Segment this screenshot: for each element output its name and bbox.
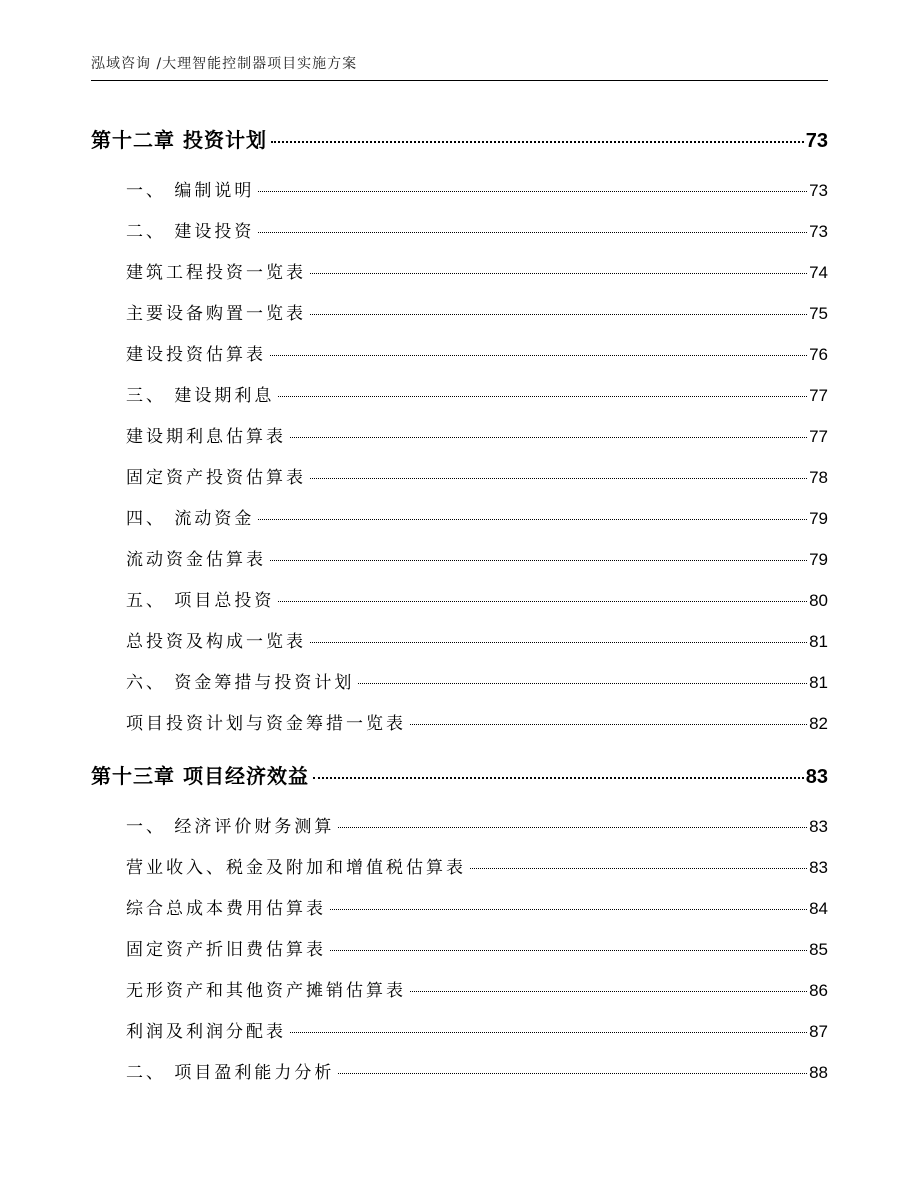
toc-entry-title: 主要设备购置一览表	[126, 304, 306, 324]
toc-section-entry[interactable]	[126, 545, 828, 570]
toc-dot-leader	[358, 683, 807, 684]
toc-entry-title: 无形资产和其他资产摊销估算表	[126, 981, 406, 1001]
toc-section-entry[interactable]	[126, 1017, 828, 1042]
toc-dot-leader	[310, 314, 807, 315]
toc-dot-leader	[290, 1032, 807, 1033]
toc-dot-leader	[470, 868, 807, 869]
toc-entry-title: 五、 项目总投资	[126, 591, 275, 611]
toc-entry-title: 六、 资金筹措与投资计划	[126, 673, 355, 693]
toc-dot-leader	[338, 1073, 807, 1074]
toc-page-number: 75	[809, 304, 828, 323]
toc-page-number: 81	[809, 632, 828, 651]
toc-dot-leader	[290, 437, 807, 438]
toc-entry-title: 一、 经济评价财务测算	[126, 817, 335, 837]
toc-dot-leader	[338, 827, 807, 828]
toc-dot-leader	[278, 396, 807, 397]
toc-dot-leader	[313, 777, 804, 779]
toc-section-entry[interactable]	[126, 935, 828, 960]
toc-page-number: 80	[809, 591, 828, 610]
toc-entry-title: 二、 项目盈利能力分析	[126, 1063, 335, 1083]
toc-page-number: 87	[809, 1022, 828, 1041]
toc-page-number: 77	[809, 427, 828, 446]
toc-entry-title: 建设投资估算表	[126, 345, 266, 365]
toc-dot-leader	[330, 950, 807, 951]
running-header: 泓域咨询 /大理智能控制器项目实施方案	[91, 56, 358, 72]
toc-dot-leader	[310, 642, 807, 643]
toc-page-number: 84	[809, 899, 828, 918]
toc-section-entry[interactable]	[126, 1058, 828, 1083]
toc-entry-title: 三、 建设期利息	[126, 386, 275, 406]
toc-dot-leader	[270, 355, 807, 356]
toc-section-entry[interactable]	[126, 381, 828, 406]
toc-entry-title: 第十三章 项目经济效益	[91, 764, 309, 788]
toc-entry-title: 项目投资计划与资金筹措一览表	[126, 714, 406, 734]
toc-entry-title: 建筑工程投资一览表	[126, 263, 306, 283]
toc-page-number: 73	[805, 130, 828, 152]
toc-section-entry[interactable]	[126, 812, 828, 837]
toc-page-number: 86	[809, 981, 828, 1000]
toc-section-entry[interactable]	[126, 894, 828, 919]
toc-dot-leader	[410, 991, 807, 992]
toc-page-number: 85	[809, 940, 828, 959]
toc-section-entry[interactable]	[126, 217, 828, 242]
toc-entry-title: 营业收入、税金及附加和增值税估算表	[126, 858, 466, 878]
toc-section-entry[interactable]	[126, 176, 828, 201]
toc-dot-leader	[278, 601, 807, 602]
toc-page-number: 83	[809, 858, 828, 877]
toc-dot-leader	[258, 191, 807, 192]
toc-dot-leader	[410, 724, 807, 725]
toc-entry-title: 利润及利润分配表	[126, 1022, 286, 1042]
toc-dot-leader	[330, 909, 807, 910]
toc-entry-title: 固定资产投资估算表	[126, 468, 306, 488]
toc-section-entry[interactable]	[126, 504, 828, 529]
toc-section-entry[interactable]	[126, 299, 828, 324]
toc-page-number: 73	[809, 222, 828, 241]
toc-chapter-entry[interactable]	[91, 760, 828, 789]
toc-page-number: 79	[809, 509, 828, 528]
toc-chapter-entry[interactable]	[91, 124, 828, 153]
toc-section-entry[interactable]	[126, 709, 828, 734]
toc-entry-title: 四、 流动资金	[126, 509, 255, 529]
toc-section-entry[interactable]	[126, 668, 828, 693]
toc-entry-title: 流动资金估算表	[126, 550, 266, 570]
toc-dot-leader	[258, 232, 807, 233]
toc-entry-title: 总投资及构成一览表	[126, 632, 306, 652]
toc-dot-leader	[310, 273, 807, 274]
toc-entry-title: 建设期利息估算表	[126, 427, 286, 447]
toc-dot-leader	[310, 478, 807, 479]
toc-dot-leader	[258, 519, 807, 520]
toc-page-number: 79	[809, 550, 828, 569]
toc-entry-title: 二、 建设投资	[126, 222, 255, 242]
toc-entry-title: 固定资产折旧费估算表	[126, 940, 326, 960]
toc-page-number: 81	[809, 673, 828, 692]
toc-section-entry[interactable]	[126, 976, 828, 1001]
toc-page-number: 88	[809, 1063, 828, 1082]
toc-page-number: 77	[809, 386, 828, 405]
toc-section-entry[interactable]	[126, 258, 828, 283]
toc-section-entry[interactable]	[126, 340, 828, 365]
toc-entry-title: 一、 编制说明	[126, 181, 255, 201]
toc-dot-leader	[271, 141, 804, 143]
toc-section-entry[interactable]	[126, 853, 828, 878]
toc-page-number: 78	[809, 468, 828, 487]
toc-section-entry[interactable]	[126, 463, 828, 488]
toc-entry-title: 第十二章 投资计划	[91, 128, 267, 152]
toc-dot-leader	[270, 560, 807, 561]
toc-page-number: 83	[805, 766, 828, 788]
toc-page-number: 83	[809, 817, 828, 836]
toc-page-number: 76	[809, 345, 828, 364]
toc-page-number: 74	[809, 263, 828, 282]
toc-section-entry[interactable]	[126, 422, 828, 447]
toc-entry-title: 综合总成本费用估算表	[126, 899, 326, 919]
toc-page-number: 73	[809, 181, 828, 200]
toc-page-number: 82	[809, 714, 828, 733]
toc-section-entry[interactable]	[126, 627, 828, 652]
toc-section-entry[interactable]	[126, 586, 828, 611]
